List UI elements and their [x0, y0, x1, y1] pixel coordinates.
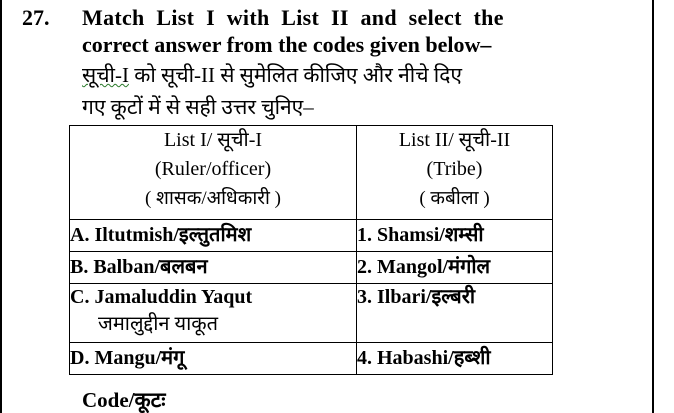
list-1-header [70, 126, 357, 220]
question-line-3-rest: को सूची-II से सुमेलित कीजिए और नीचे दिए [128, 63, 462, 87]
list-2-item-3: 3. Ilbari/इल्बरी [357, 284, 553, 343]
list-2-item-2: 2. Mangol/मंगोल [357, 252, 553, 284]
table-row [70, 343, 553, 375]
list-1-hindi: ( शासक/अधिकारी ) [144, 188, 282, 209]
table-row [70, 284, 553, 343]
list-2-title: List II/ सूची-II [398, 129, 511, 151]
question-line-4: गए कूटों में से सही उत्तर चुनिए– [82, 95, 314, 119]
code-label: Code/कूटः [82, 388, 166, 412]
list-2-hindi: ( कबीला ) [419, 188, 490, 209]
list-1-item-d: D. Mangu/मंगू [70, 343, 357, 375]
list-2-item-1: 1. Shamsi/शम्सी [357, 220, 553, 252]
question-line-1: Match List I with List II and select the [82, 5, 504, 30]
question-line-3 [82, 62, 462, 88]
list-1-item-c-hindi: जमालुद्दीन याकूत [98, 313, 219, 335]
list-1-title: List I/ सूची-I [163, 129, 263, 151]
match-table [69, 125, 553, 375]
table-row [70, 220, 553, 252]
list-1-item-c [70, 284, 357, 343]
question-line-2: correct answer from the codes given below– [82, 32, 492, 57]
table-row [70, 252, 553, 284]
list-1-subtitle: (Ruler/officer) [154, 158, 272, 180]
page-right-border [652, 0, 654, 413]
list-1-item-a: A. Iltutmish/इल्तुतमिश [70, 220, 357, 252]
page-left-border [0, 0, 2, 413]
spellcheck-underlined-word: सूची-I [82, 63, 129, 87]
list-2-subtitle: (Tribe) [426, 158, 483, 180]
list-2-header [357, 126, 553, 220]
question-number: 27. [22, 5, 50, 30]
list-1-item-b: B. Balban/बलबन [70, 252, 357, 284]
list-1-item-c-text: C. Jamaluddin Yaqut [70, 286, 253, 308]
table-header-row [70, 126, 553, 220]
list-2-item-4: 4. Habashi/हब्शी [357, 343, 553, 375]
